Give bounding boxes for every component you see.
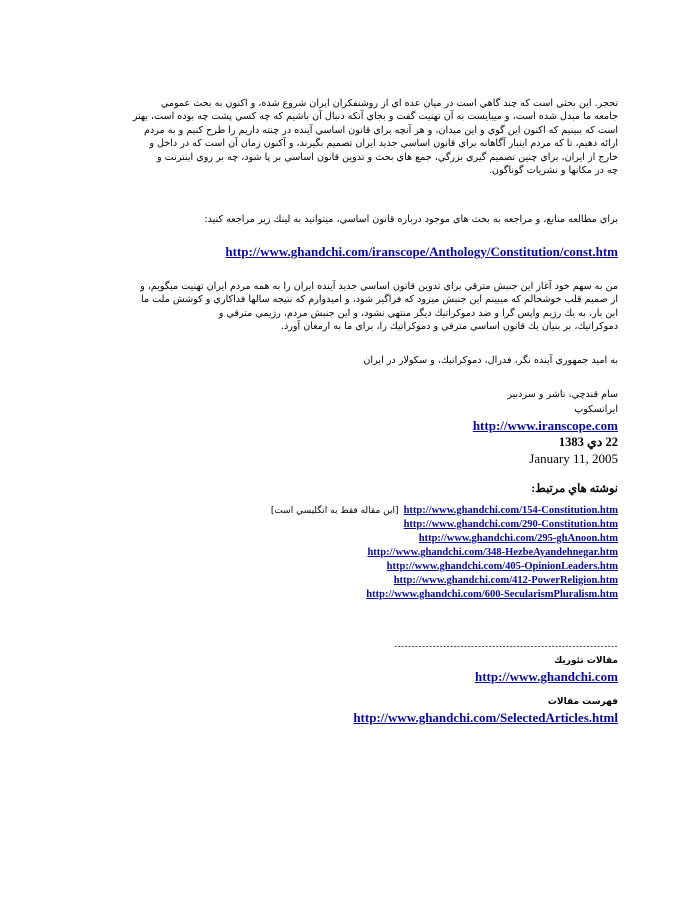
gregorian-date: January 11, 2005	[529, 451, 618, 466]
intro-line: چه در مكانها و نشريات گوناگون.	[488, 165, 618, 177]
intro-line: ارائه دهيم، تا كه مردم اينبار آگاهانه براي قانون اساسي جديد ايران تصميم بگيرند، و آكنون زمان آن است كه در داخل و	[149, 138, 618, 150]
related-link[interactable]: http://www.ghandchi.com/405-OpinionLeaders.htm	[386, 561, 618, 572]
related-row	[366, 582, 618, 601]
articles-index-label: فهرست مقالات	[547, 697, 618, 707]
sources-text: براي مطالعه منابع، و مراجعه به بحث هاي موجود درباره قانون اساسي، ميتوانيد به لينك زير مراجعه كنيد:	[204, 214, 618, 225]
related-link[interactable]: http://www.ghandchi.com/600-SecularismPluralism.htm	[366, 589, 618, 600]
intro-line: تحجر. اين بحثي است كه چند گاهي است در ميان عده اي از روشنفكران ايران شروع شده، و اكنون به بحث عمومي	[160, 98, 618, 109]
congrats-line: من به سهم خود آغاز اين جنبش مترقي براي تدوين قانون اساسي جديد آينده ايران را به همه مردم ايران تهنيت ميگويم، و	[140, 281, 618, 292]
intro-line: است كه ببينيم كه اكنون اين گوي و اين ميدان، و هر آنچه براي قانون اساسي آينده در چنته داريم را طرح كنيم و به مردم	[144, 124, 618, 136]
theory-articles-label: مقالات تئوريك	[554, 656, 618, 666]
congrats-line: دموكراتيك، بر بنيان يك قانون اساسي مترقي و دموكراتيك را، براي ما به ارمغان آورد.	[280, 321, 618, 333]
intro-line: جامعه ما مبدل شده است، و ميبايست به آن تهنيت گفت و بجاي آنكه دنبال آن باشيم كه چه كسي پشت چه بوده است، بهتر	[132, 111, 618, 123]
congrats-line: از صميم قلب خوشحالم كه ميبينم اين جنبش ميرود كه فراگير شود، و اميدوارم كه نتيجه سالها فداكاري و كوشش ملت ما	[141, 294, 618, 306]
intro-paragraph	[98, 97, 618, 177]
selected-articles-link[interactable]: http://www.ghandchi.com/SelectedArticles.html	[353, 710, 618, 725]
iranscope-link[interactable]: http://www.iranscope.com	[472, 418, 618, 433]
related-link[interactable]: http://www.ghandchi.com/412-PowerReligion.htm	[393, 575, 618, 586]
organization-name: ايرانسكوپ	[574, 404, 618, 415]
related-link[interactable]: http://www.ghandchi.com/295-ghAnoon.htm	[418, 533, 618, 544]
hope-text: به اميد جمهوري آينده نگر، فدرال، دموكراتيك، و سكولار در ايران	[363, 355, 618, 366]
separator-dashes: ----------------------------------------------------------------	[394, 641, 618, 651]
ghandchi-home-link[interactable]: http://www.ghandchi.com	[474, 669, 618, 684]
persian-date: 22 دي 1383	[558, 435, 618, 449]
related-link[interactable]: http://www.ghandchi.com/154-Constitution.htm	[403, 505, 618, 516]
related-link[interactable]: http://www.ghandchi.com/290-Constitution.htm	[403, 519, 618, 530]
author-name: سام قندچي، ناشر و سردبير	[507, 389, 618, 400]
english-only-note: [اين مقاله فقط به انگليسي است]	[270, 506, 399, 516]
congrats-paragraph	[98, 280, 618, 334]
congrats-line: اين بار، به يك رژيم واپس گرا و ضد دموكراتيك ديگر منتهي نشود، و اين جنبش مردم، رژيمي مترقي و	[218, 307, 618, 319]
related-link[interactable]: http://www.ghandchi.com/348-HezbeAyandehnegar.htm	[367, 547, 618, 558]
related-title: نوشته هاي مرتبط:	[531, 483, 618, 495]
intro-line: خارج از ايران، براي چنين تصميم گيري بزرگي، جمع هاي بحث و تدوين قانون اساسي بر پا شود، چه بر روي اينترنت و	[156, 151, 618, 163]
constitution-anthology-link[interactable]: http://www.ghandchi.com/iranscope/Anthology/Constitution/const.htm	[225, 244, 618, 259]
